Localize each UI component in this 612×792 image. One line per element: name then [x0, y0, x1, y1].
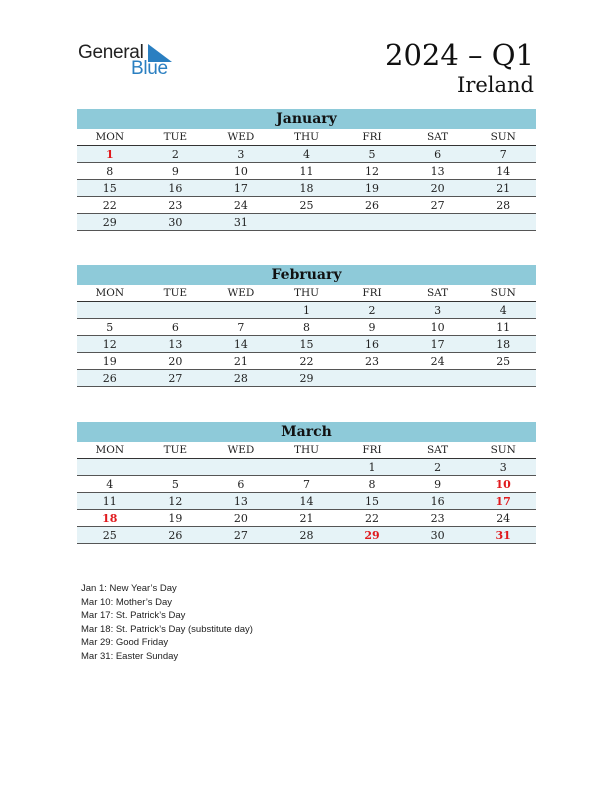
holiday-note: Mar 18: St. Patrick’s Day (substitute day) [81, 623, 253, 635]
week-row [77, 319, 536, 336]
day-cell: 19 [77, 353, 143, 370]
month-january [77, 109, 536, 231]
day-cell: 7 [208, 319, 274, 336]
day-cell: 28 [208, 370, 274, 387]
day-cell: 15 [339, 493, 405, 510]
week-row [77, 476, 536, 493]
weekday-header: WED [208, 442, 274, 459]
week-row [77, 146, 536, 163]
day-cell: 31 [208, 214, 274, 231]
weekday-header: TUE [143, 129, 209, 146]
day-cell: 16 [143, 180, 209, 197]
weekday-header: THU [274, 285, 340, 302]
day-cell: 14 [274, 493, 340, 510]
day-cell: 29 [339, 527, 405, 544]
day-cell [405, 214, 471, 231]
day-cell: 17 [470, 493, 536, 510]
day-cell: 7 [274, 476, 340, 493]
day-cell: 29 [274, 370, 340, 387]
day-cell: 13 [405, 163, 471, 180]
day-cell: 6 [143, 319, 209, 336]
weekday-header: TUE [143, 442, 209, 459]
day-cell: 21 [208, 353, 274, 370]
day-cell: 5 [143, 476, 209, 493]
day-cell [274, 459, 340, 476]
day-cell: 16 [405, 493, 471, 510]
day-cell: 11 [77, 493, 143, 510]
day-cell: 14 [470, 163, 536, 180]
day-cell: 31 [470, 527, 536, 544]
month-header: February [77, 265, 536, 285]
day-cell [339, 370, 405, 387]
weekday-header: MON [77, 285, 143, 302]
day-cell: 2 [143, 146, 209, 163]
logo [78, 42, 178, 82]
day-cell [208, 302, 274, 319]
day-cell: 30 [405, 527, 471, 544]
day-cell: 6 [405, 146, 471, 163]
day-cell [470, 214, 536, 231]
calendar-table [77, 129, 536, 231]
day-cell: 21 [274, 510, 340, 527]
week-row [77, 197, 536, 214]
holiday-note: Mar 29: Good Friday [81, 637, 169, 649]
day-cell: 19 [339, 180, 405, 197]
day-cell: 10 [208, 163, 274, 180]
day-cell: 12 [339, 163, 405, 180]
day-cell: 10 [470, 476, 536, 493]
month-march [77, 422, 536, 544]
day-cell: 8 [77, 163, 143, 180]
day-cell: 13 [143, 336, 209, 353]
weekday-header: SAT [405, 442, 471, 459]
day-cell [143, 302, 209, 319]
calendar-table [77, 442, 536, 544]
day-cell: 15 [77, 180, 143, 197]
holiday-note: Mar 17: St. Patrick’s Day [81, 610, 186, 622]
day-cell: 16 [339, 336, 405, 353]
day-cell [208, 459, 274, 476]
day-cell: 3 [208, 146, 274, 163]
day-cell: 22 [274, 353, 340, 370]
day-cell: 18 [77, 510, 143, 527]
holiday-notes [81, 582, 253, 664]
weekday-header: FRI [339, 129, 405, 146]
weekday-header: WED [208, 129, 274, 146]
day-cell: 23 [339, 353, 405, 370]
day-cell: 1 [274, 302, 340, 319]
day-cell: 13 [208, 493, 274, 510]
day-cell: 22 [339, 510, 405, 527]
weekday-header: FRI [339, 442, 405, 459]
day-cell: 9 [339, 319, 405, 336]
day-cell: 2 [405, 459, 471, 476]
day-cell: 20 [143, 353, 209, 370]
day-cell: 12 [77, 336, 143, 353]
day-cell: 20 [208, 510, 274, 527]
day-cell: 27 [405, 197, 471, 214]
day-cell [470, 370, 536, 387]
day-cell: 5 [339, 146, 405, 163]
month-header: March [77, 422, 536, 442]
day-cell [405, 370, 471, 387]
weekday-header: FRI [339, 285, 405, 302]
day-cell [274, 214, 340, 231]
day-cell: 8 [274, 319, 340, 336]
day-cell: 30 [143, 214, 209, 231]
day-cell [339, 214, 405, 231]
week-row [77, 214, 536, 231]
weekday-header: SUN [470, 129, 536, 146]
weekday-header: MON [77, 129, 143, 146]
day-cell: 7 [470, 146, 536, 163]
day-cell: 27 [208, 527, 274, 544]
day-cell [143, 459, 209, 476]
day-cell: 9 [143, 163, 209, 180]
day-cell: 20 [405, 180, 471, 197]
month-header: January [77, 109, 536, 129]
day-cell: 9 [405, 476, 471, 493]
weekday-header: TUE [143, 285, 209, 302]
day-cell: 18 [470, 336, 536, 353]
day-cell: 11 [470, 319, 536, 336]
week-row [77, 510, 536, 527]
week-row [77, 459, 536, 476]
day-cell: 28 [274, 527, 340, 544]
day-cell: 18 [274, 180, 340, 197]
day-cell: 4 [77, 476, 143, 493]
day-cell: 25 [77, 527, 143, 544]
week-row [77, 163, 536, 180]
day-cell: 14 [208, 336, 274, 353]
weekday-header: WED [208, 285, 274, 302]
day-cell: 26 [339, 197, 405, 214]
holiday-note: Mar 31: Easter Sunday [81, 650, 179, 662]
day-cell: 25 [274, 197, 340, 214]
week-row [77, 527, 536, 544]
day-cell: 3 [405, 302, 471, 319]
week-row [77, 353, 536, 370]
day-cell: 6 [208, 476, 274, 493]
day-cell: 17 [208, 180, 274, 197]
page-title: 2024 – Q1 [385, 38, 534, 72]
day-cell: 24 [208, 197, 274, 214]
day-cell: 8 [339, 476, 405, 493]
day-cell: 23 [405, 510, 471, 527]
day-cell: 4 [470, 302, 536, 319]
calendar-table [77, 285, 536, 387]
day-cell: 1 [339, 459, 405, 476]
day-cell: 28 [470, 197, 536, 214]
day-cell: 12 [143, 493, 209, 510]
day-cell [77, 302, 143, 319]
day-cell: 26 [143, 527, 209, 544]
weekday-header: THU [274, 442, 340, 459]
holiday-note: Jan 1: New Year’s Day [81, 583, 177, 594]
day-cell: 29 [77, 214, 143, 231]
week-row [77, 180, 536, 197]
weekday-header: MON [77, 442, 143, 459]
holiday-note: Mar 10: Mother’s Day [81, 596, 172, 608]
logo-text-blue: Blue [131, 58, 168, 79]
country-name: Ireland [457, 73, 534, 97]
day-cell: 23 [143, 197, 209, 214]
day-cell: 3 [470, 459, 536, 476]
day-cell: 17 [405, 336, 471, 353]
weekday-header: SUN [470, 285, 536, 302]
day-cell: 4 [274, 146, 340, 163]
week-row [77, 302, 536, 319]
day-cell: 22 [77, 197, 143, 214]
logo-text-general: General [78, 42, 144, 63]
day-cell: 19 [143, 510, 209, 527]
day-cell: 10 [405, 319, 471, 336]
day-cell: 21 [470, 180, 536, 197]
day-cell [77, 459, 143, 476]
day-cell: 27 [143, 370, 209, 387]
week-row [77, 493, 536, 510]
weekday-header: SAT [405, 129, 471, 146]
day-cell: 26 [77, 370, 143, 387]
day-cell: 24 [470, 510, 536, 527]
day-cell: 15 [274, 336, 340, 353]
day-cell: 1 [77, 146, 143, 163]
day-cell: 11 [274, 163, 340, 180]
week-row [77, 370, 536, 387]
week-row [77, 336, 536, 353]
day-cell: 2 [339, 302, 405, 319]
month-february [77, 265, 536, 387]
day-cell: 5 [77, 319, 143, 336]
day-cell: 24 [405, 353, 471, 370]
weekday-header: THU [274, 129, 340, 146]
weekday-header: SAT [405, 285, 471, 302]
day-cell: 25 [470, 353, 536, 370]
weekday-header: SUN [470, 442, 536, 459]
